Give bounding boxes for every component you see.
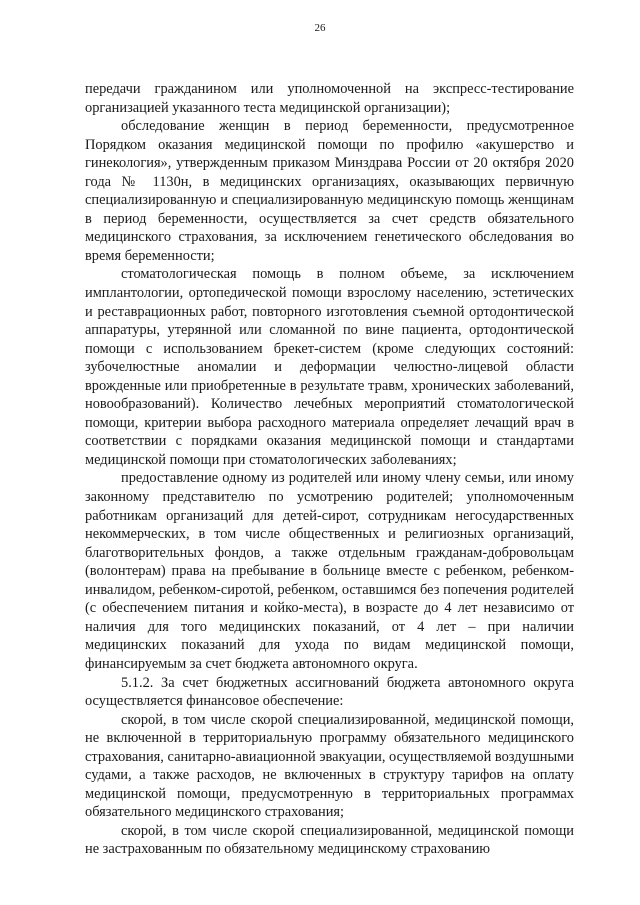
body-text (85, 80, 574, 859)
page-number: 26 (314, 22, 326, 34)
paragraph-test-transfer: передачи гражданином или уполномоченной на экспресс-тестирование организацией указанного теста медицинской организации); (85, 81, 574, 116)
paragraph-dental-care: стоматологическая помощь в полном объеме, за исключением имплантологии, ортопедической помощи взрослому населению, эстетических и реставрационных работ, повторного изготовления съемной ортодонтической аппаратуры, утерянной или сломанной по вине пациента, ортодонтической помощи с использованием брекет-систем (кроме следующих состояний: зубочелюстные аномалии и деформации челюстно-лицевой области врожденные или приобретенные в результате травм, хронических заболеваний, новообразований). Количество лечебных мероприятий стоматологической помощи, критерии выбора расходного материала определяет лечащий врач в соответствии с порядками оказания медицинской помощи и стандартами медицинской помощи при стоматологических заболеваниях; (85, 266, 574, 468)
paragraph-uninsured-emergency-care: скорой, в том числе скорой специализированной, медицинской помощи не застрахованным по обязательному медицинскому страхованию (85, 822, 574, 858)
paragraph-pregnancy-examination: обследование женщин в период беременности, предусмотренное Порядком оказания медицинской помощи по профилю «акушерство и гинекология», утвержденным приказом Минздрава России от 20 октября 2020 года № 1130н, в медицинских организациях, оказывающих первичную специализированную и специализированную медицинскую помощь женщинам в период беременности, осуществляется за счет средств обязательного медицинского страхования, за исключением генетического обследования во время беременности; (85, 118, 574, 264)
paragraph-section-5-1-2: 5.1.2. За счет бюджетных ассигнований бюджета автономного округа осуществляется финансовое обеспечение: (85, 674, 574, 710)
paragraph-parent-hospital-stay: предоставление одному из родителей или иному члену семьи, или иному законному представителю по усмотрению родителей; уполномоченным работникам организаций для детей-сирот, сотрудникам негосударственных некоммерческих, в том числе общественных и религиозных организаций, благотворительных фондов, а также отдельным гражданам-добровольцам (волонтерам) права на пребывание в больнице вместе с ребенком, ребенком-инвалидом, ребенком-сиротой, ребенком, оставшимся без попечения родителей (с обеспечением питания и койко-места), в возрасте до 4 лет независимо от наличия для того медицинских показаний, от 4 лет – при наличии медицинских показаний для ухода по видам медицинской помощи, финансируемым за счет бюджета автономного округа. (85, 470, 574, 672)
paragraph-emergency-care: скорой, в том числе скорой специализированной, медицинской помощи, не включенной в территориальную программу обязательного медицинского страхования, санитарно-авиационной эвакуации, осуществляемой воздушными судами, а также расходов, не включенных в структуру тарифов на оплату медицинской помощи, предусмотренную в территориальных программах обязательного медицинского страхования; (85, 711, 574, 821)
